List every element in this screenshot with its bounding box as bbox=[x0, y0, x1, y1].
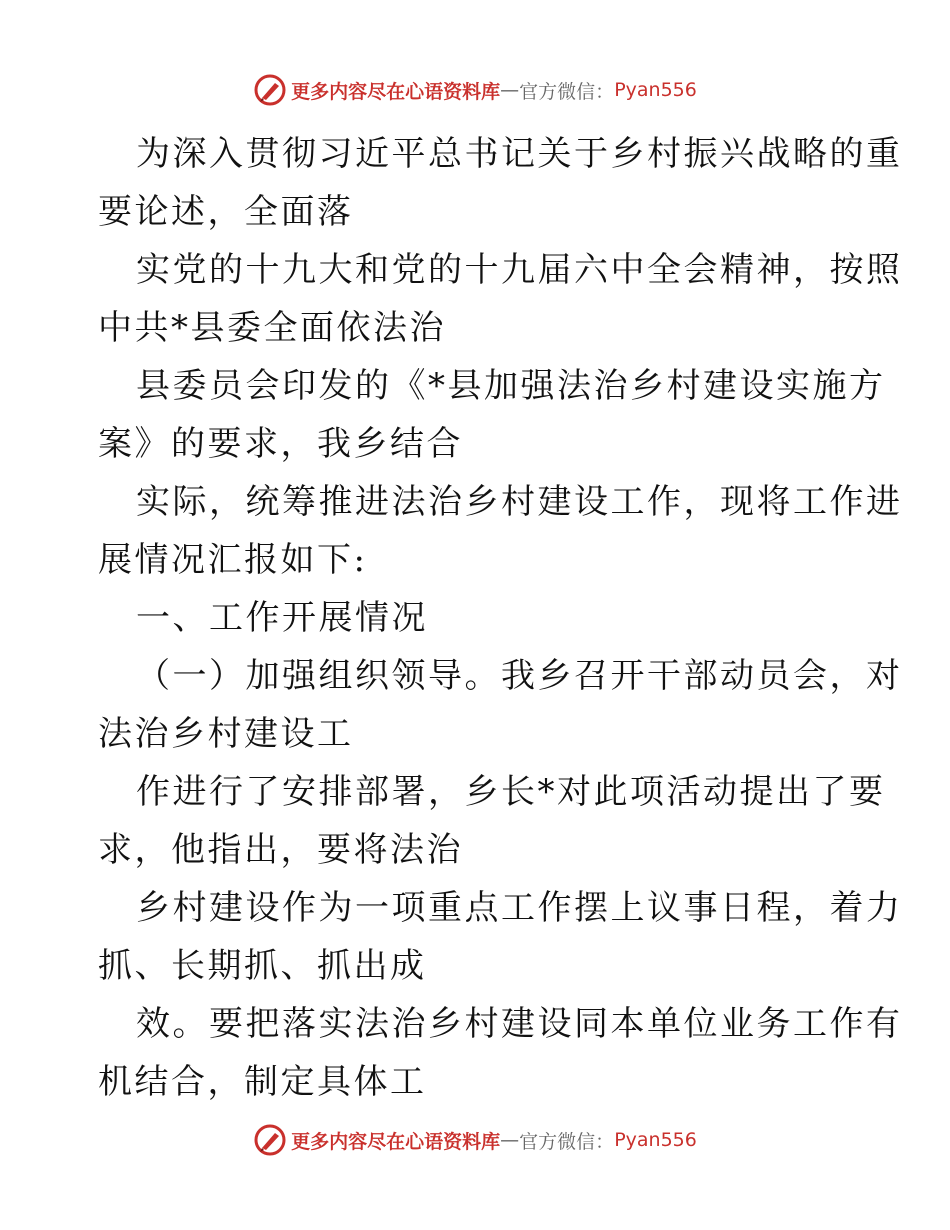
watermark-wechat-id: Pyan556 bbox=[614, 1129, 697, 1151]
paragraph-line: 展情况汇报如下: bbox=[98, 540, 368, 580]
paragraph-line: 抓、长期抓、抓出成 bbox=[98, 946, 427, 986]
watermark-header bbox=[0, 70, 950, 110]
paragraph-line: 为深入贯彻习近平总书记关于乡村振兴战略的重 bbox=[136, 134, 903, 174]
paragraph-line: （一）加强组织领导。我乡召开干部动员会，对 bbox=[136, 656, 903, 696]
watermark-wechat-id: Pyan556 bbox=[614, 79, 697, 101]
pen-logo-icon bbox=[253, 1123, 287, 1157]
pen-logo-icon bbox=[253, 73, 287, 107]
document-body bbox=[98, 125, 903, 1111]
watermark-brand-text: 更多内容尽在心语资料库 bbox=[291, 80, 501, 103]
watermark-footer bbox=[0, 1120, 950, 1160]
watermark-dash: — bbox=[500, 1129, 520, 1151]
watermark-dash: — bbox=[500, 79, 520, 101]
paragraph-line: 实际，统筹推进法治乡村建设工作，现将工作进 bbox=[136, 482, 903, 522]
paragraph-line: 实党的十九大和党的十九届六中全会精神，按照 bbox=[136, 250, 903, 290]
paragraph-line: 机结合，制定具体工 bbox=[98, 1062, 427, 1102]
paragraph-line: 县委员会印发的《*县加强法治乡村建设实施方 bbox=[136, 366, 886, 406]
paragraph-line: 一、工作开展情况 bbox=[136, 598, 428, 638]
paragraph-line: 案》的要求，我乡结合 bbox=[98, 424, 463, 464]
paragraph-line: 求，他指出，要将法治 bbox=[98, 830, 463, 870]
watermark-wechat-label: 官方微信： bbox=[519, 80, 615, 103]
paragraph-line: 要论述，全面落 bbox=[98, 192, 354, 232]
watermark-brand-text: 更多内容尽在心语资料库 bbox=[291, 1130, 501, 1153]
paragraph-line: 作进行了安排部署，乡长*对此项活动提出了要 bbox=[136, 772, 886, 812]
watermark-wechat-label: 官方微信： bbox=[519, 1130, 615, 1153]
paragraph-line: 法治乡村建设工 bbox=[98, 714, 354, 754]
paragraph-line: 效。要把落实法治乡村建设同本单位业务工作有 bbox=[136, 1004, 903, 1044]
paragraph-line: 乡村建设作为一项重点工作摆上议事日程，着力 bbox=[136, 888, 903, 928]
paragraph-line: 中共*县委全面依法治 bbox=[98, 308, 446, 348]
